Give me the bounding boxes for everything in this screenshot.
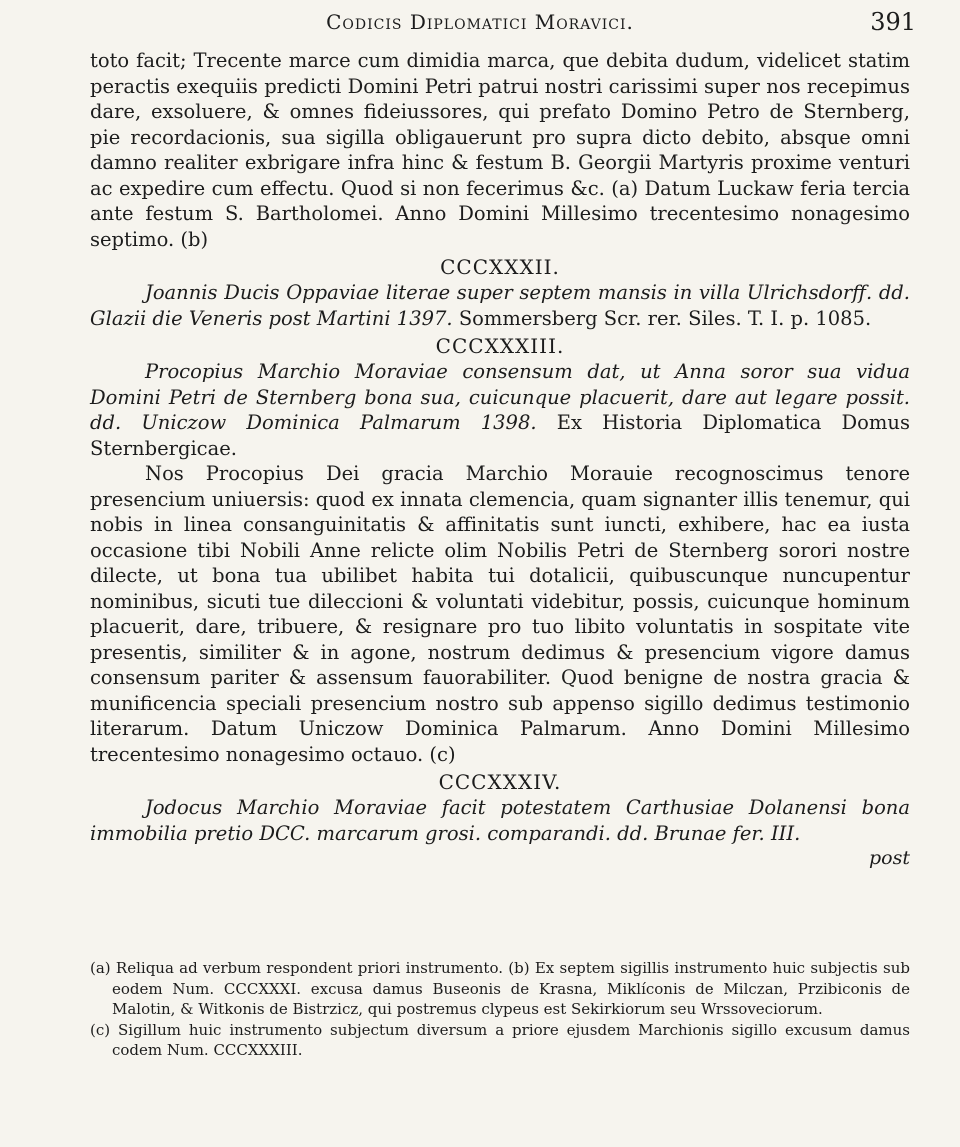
entry-number: CCCXXXIV. [438, 770, 562, 794]
regest-text: Joannis Ducis Oppaviae literae super septem mansis in villa Ulrichsdorff. dd. Glazii die Veneris post Martini 1397. [90, 281, 910, 330]
footnotes [90, 958, 910, 1061]
footnote: (a) Reliqua ad verbum respondent priori instrumento. (b) Ex septem sigillis instrumento huic subjectis sub eodem Num. CCCXXXI. excusa damus Buseonis de Krasna, Miklíconis de Milczan, Przibiconis de Malotin, & Witkonis de Bistrzicz, qui postremus clypeus est Sekirkiorum seu Wrssoveciorum. [90, 959, 910, 1018]
footnote: (c) Sigillum huic instrumento subjectum diversum a priore ejusdem Marchionis sigillo excusum damus codem Num. CCCXXXIII. [90, 1020, 910, 1059]
regest-source: Ex Historia Diplomatica Domus Sternbergicae. [90, 411, 910, 460]
entry-number: CCCXXXIII. [435, 334, 565, 358]
page-number: 391 [870, 8, 916, 36]
entry-number: CCCXXXII. [440, 255, 560, 279]
regest-text: Jodocus Marchio Moraviae facit potestatem Carthusiae Dolanensi bona immobilia pretio DCC. marcarum grosi. comparandi. dd. Brunae fer. III. [90, 796, 910, 845]
entry-regest [90, 280, 910, 331]
regest-text: Procopius Marchio Moraviae consensum dat, ut Anna soror sua vidua Domini Petri de Sternberg bona sua, cuicunque placuerit, dare aut legare possit. dd. Uniczow Dominica Palmarum 1398. [90, 360, 910, 434]
entry-regest [90, 359, 910, 461]
charter-text-continued: toto facit; Trecente marce cum dimidia marca, que debita dudum, videlicet statim peractis exequiis predicti Domini Petri patrui nostri carissimi super nos recepimus dare, exsoluere, & omnes fideiussores, qui prefato Domino Petro de Sternberg, pie recordacionis, sua sigilla obligauerunt pro supra dicto debito, absque omni damno realiter exbrigare infra hinc & festum B. Georgii Martyris proxime venturi ac expedire cum effectu. Quod si non fecerimus &c. (a) Datum Luckaw feria tercia ante festum S. Bartholomei. Anno Domini Millesimo trecentesimo nonagesimo septimo. (b) [90, 49, 910, 251]
entry-regest [90, 795, 910, 846]
regest-source: Sommersberg Scr. rer. Siles. T. I. p. 1085. [458, 306, 872, 330]
page-body [90, 48, 910, 870]
charter-text: Nos Procopius Dei gracia Marchio Morauie recognoscimus tenore presencium uniuersis: quod ex innata clemencia, quam signanter illis tenemur, qui nobis in linea consanguinitatis & affinitatis sunt iuncti, exhibere, hac ea iusta occasione tibi Nobili Anne relicte olim Nobilis Petri de Sternberg sorori nostre dilecte, ut bona tua ubilibet habita tui dotalicii, quibuscunque nuncupentur nominibus, sicuti tue dileccioni & voluntati videbitur, possis, cuicunque hominum placuerit, dare, tribuere, & resignare pro tuo libito voluntatis in sospitate vite presentis, similiter & in agone, nostrum dedimus & presencium vigore damus consensum pariter & assensum fauorabiliter. Quod benigne de nostra gracia & munificencia speciali presencium nostro sub appenso sigillo dedimus testimonio literarum. Datum Uniczow Dominica Palmarum. Anno Domini Millesimo trecentesimo nonagesimo octauo. (c) [90, 462, 910, 766]
running-title: Codicis Diplomatici Moravici. [326, 10, 634, 34]
running-head [0, 4, 960, 38]
catchword: post [869, 847, 910, 869]
